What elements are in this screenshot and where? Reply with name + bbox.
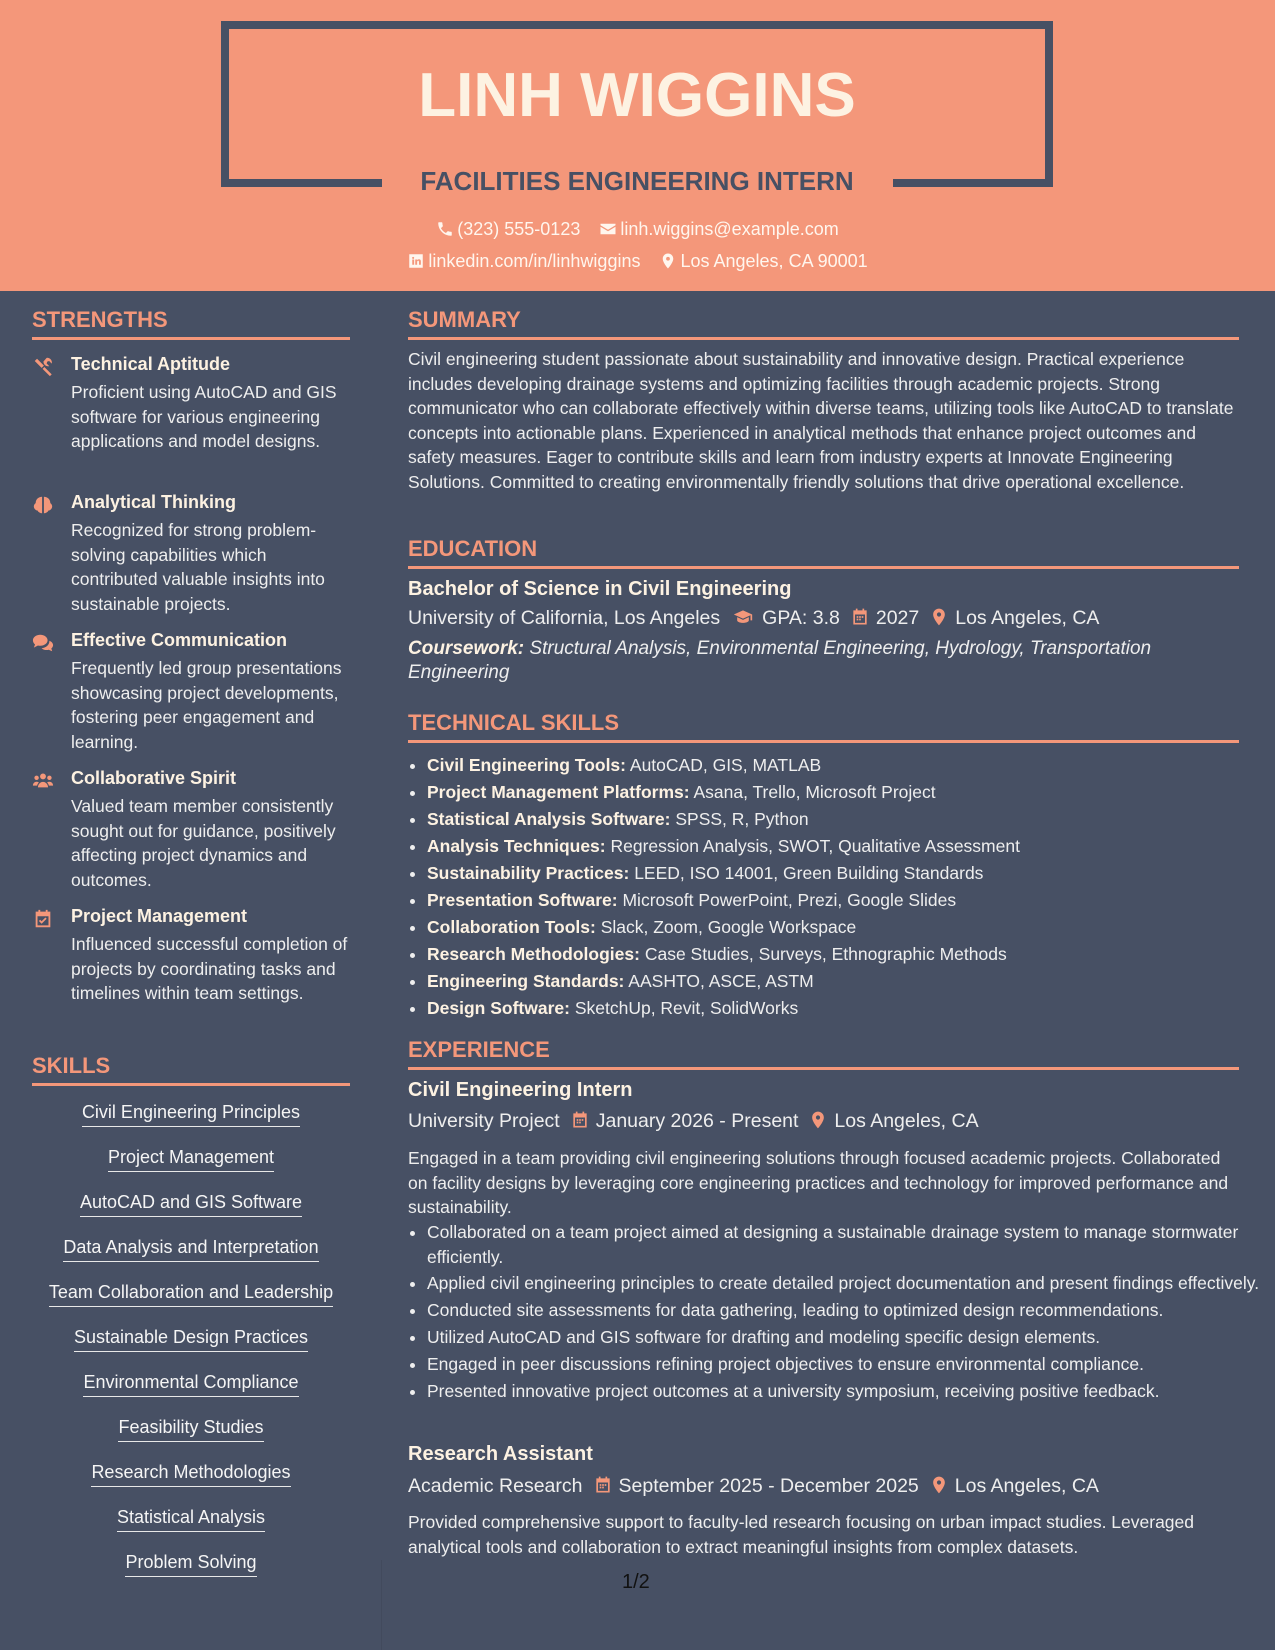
list-item: • Engineering Standards: AASHTO, ASCE, ASTM — [427, 968, 1262, 995]
skill-tag: Civil Engineering Principles — [32, 1102, 350, 1147]
job-dates: January 2026 - Present — [595, 1110, 799, 1132]
skill-tag: Research Methodologies — [32, 1462, 350, 1507]
experience-rule — [408, 1067, 1239, 1070]
education-heading: EDUCATION — [408, 536, 538, 561]
job-title: FACILITIES ENGINEERING INTERN — [420, 166, 854, 196]
list-item: • Analysis Techniques: Regression Analysis, SWOT, Qualitative Assessment — [427, 833, 1262, 860]
calendar-check-icon — [32, 908, 56, 932]
strength-description: Proficient using AutoCAD and GIS software for various engineering applications and model designs. — [71, 382, 337, 451]
graduation-cap-icon — [730, 607, 756, 627]
summary-heading: SUMMARY — [408, 307, 521, 332]
coursework — [408, 637, 1243, 685]
experience-heading: EXPERIENCE — [408, 1037, 550, 1062]
linkedin-icon — [407, 252, 425, 270]
skill-tag: Environmental Compliance — [32, 1372, 350, 1417]
list-item: • Project Management Platforms: Asana, Trello, Microsoft Project — [427, 779, 1262, 806]
email-contact[interactable] — [599, 219, 838, 239]
phone-text: (323) 555-0123 — [457, 219, 581, 239]
map-pin-icon — [929, 1475, 949, 1495]
strength-description: Influenced successful completion of projects by coordinating tasks and timelines within team settings. — [71, 934, 348, 1003]
strength-item — [32, 354, 352, 484]
linkedin-text: linkedin.com/in/linhwiggins — [428, 251, 641, 271]
location-text: Los Angeles, CA 90001 — [680, 251, 868, 271]
job-dates: September 2025 - December 2025 — [618, 1475, 919, 1497]
linkedin-contact[interactable] — [407, 251, 645, 271]
strength-item — [32, 906, 352, 1036]
skill-tag: Problem Solving — [32, 1552, 350, 1597]
skill-tag: Statistical Analysis — [32, 1507, 350, 1552]
degree-title: Bachelor of Science in Civil Engineering — [408, 578, 792, 600]
education-location: Los Angeles, CA — [955, 607, 1100, 629]
contact-row-2 — [0, 251, 1275, 272]
education-meta — [408, 607, 1099, 630]
skills-list — [32, 1102, 350, 1597]
envelope-icon — [599, 220, 617, 238]
skill-tag: Sustainable Design Practices — [32, 1327, 350, 1372]
strength-item — [32, 492, 352, 622]
job-meta-2 — [408, 1475, 1099, 1498]
strength-description: Valued team member consistently sought out for guidance, positively affecting project dynamics and outcomes. — [71, 796, 336, 890]
strength-item — [32, 630, 352, 760]
strength-title: Effective Communication — [71, 630, 288, 650]
summary-text: Civil engineering student passionate about sustainability and innovative design. Practical experience includes developing drainage systems and optimizing facilities through academic projects. Strong communicator who can collaborate effectively within diverse teams, utilizing tools like AutoCAD to translate concepts into actionable plans. Experienced in analytical methods that enhance project outcomes and safety measures. Eager to contribute skills and learn from industry experts at Innovate Engineering Solutions. Committed to creating environmentally friendly solutions that drive operational excellence. — [408, 349, 1234, 492]
education-rule — [408, 566, 1239, 569]
chat-icon — [32, 632, 56, 656]
page-number: 1/2 — [622, 1571, 650, 1593]
job-meta-1 — [408, 1110, 979, 1133]
list-item: • Presented innovative project outcomes at a university symposium, receiving positive feedback. — [427, 1379, 1262, 1404]
strength-description: Recognized for strong problem-solving capabilities which contributed valuable insights into sustainable projects. — [71, 520, 325, 614]
tools-icon — [32, 356, 56, 380]
list-item: • Sustainability Practices: LEED, ISO 14001, Green Building Standards — [427, 860, 1262, 887]
calendar-icon — [593, 1475, 613, 1495]
strength-title: Technical Aptitude — [71, 354, 231, 374]
strength-item — [32, 768, 352, 898]
list-item: • Presentation Software: Microsoft PowerPoint, Prezi, Google Slides — [427, 887, 1262, 914]
list-item: • Collaboration Tools: Slack, Zoom, Google Workspace — [427, 914, 1262, 941]
strengths-heading: STRENGTHS — [32, 307, 168, 332]
skill-tag: Feasibility Studies — [32, 1417, 350, 1462]
strength-description: Frequently led group presentations showcasing project developments, fostering peer engagement and learning. — [71, 658, 342, 752]
skills-heading: SKILLS — [32, 1053, 111, 1078]
location-contact — [659, 251, 867, 271]
job-bullets — [408, 1220, 1262, 1405]
graduation-year: 2027 — [875, 607, 920, 629]
list-item: • Engaged in peer discussions refining project objectives to ensure environmental compliance. — [427, 1352, 1262, 1377]
job-title-2: Research Assistant — [408, 1443, 593, 1465]
coursework-label: Coursework: — [408, 638, 525, 659]
users-icon — [32, 770, 56, 794]
list-item: • Statistical Analysis Software: SPSS, R, Python — [427, 806, 1262, 833]
gpa: GPA: 3.8 — [762, 607, 840, 629]
list-item: • Conducted site assessments for data gathering, leading to optimized design recommendations. — [427, 1298, 1262, 1323]
skill-tag: Project Management — [32, 1147, 350, 1192]
list-item: • Design Software: SketchUp, Revit, SolidWorks — [427, 995, 1262, 1022]
job-title-1: Civil Engineering Intern — [408, 1079, 633, 1101]
job-org: Academic Research — [408, 1475, 583, 1497]
map-pin-icon — [808, 1110, 828, 1130]
skill-tag: Team Collaboration and Leadership — [32, 1282, 350, 1327]
phone-icon — [436, 220, 454, 238]
technical-skills-rule — [408, 740, 1239, 743]
job-location: Los Angeles, CA — [954, 1475, 1099, 1497]
list-item: • Collaborated on a team project aimed at designing a sustainable drainage system to manage stormwater efficiently. — [427, 1220, 1262, 1269]
strength-title: Project Management — [71, 906, 248, 926]
map-pin-icon — [929, 607, 949, 627]
strengths-rule — [32, 337, 350, 340]
skill-tag: Data Analysis and Interpretation — [32, 1237, 350, 1282]
contact-row-1 — [0, 219, 1275, 240]
list-item: • Research Methodologies: Case Studies, Surveys, Ethnographic Methods — [427, 941, 1262, 968]
list-item: • Utilized AutoCAD and GIS software for drafting and modeling specific design elements. — [427, 1325, 1262, 1350]
job-location: Los Angeles, CA — [834, 1110, 979, 1132]
map-pin-icon — [659, 252, 677, 270]
technical-skills-heading: TECHNICAL SKILLS — [408, 710, 620, 735]
list-item: • Civil Engineering Tools: AutoCAD, GIS, MATLAB — [427, 752, 1262, 779]
strength-title: Collaborative Spirit — [71, 768, 237, 788]
list-item: • Applied civil engineering principles to create detailed project documentation and present findings effectively. — [427, 1271, 1262, 1296]
candidate-name: LINH WIGGINS — [418, 61, 856, 130]
job-description: Provided comprehensive support to faculty-led research focusing on urban impact studies. Leveraged analytical tools and collaboration to extract meaningful insights from complex datasets. — [408, 1512, 1194, 1557]
calendar-icon — [850, 607, 870, 627]
skill-tag: AutoCAD and GIS Software — [32, 1192, 350, 1237]
skills-rule — [32, 1083, 350, 1086]
strength-title: Analytical Thinking — [71, 492, 237, 512]
job-description: Engaged in a team providing civil engineering solutions through focused academic projects. Collaborated on facility designs by leveraging core engineering practices and technology for improved performance and sustainability. — [408, 1148, 1229, 1218]
phone-contact[interactable] — [436, 219, 585, 239]
summary-rule — [408, 337, 1239, 340]
calendar-icon — [570, 1110, 590, 1130]
brain-icon — [32, 494, 56, 518]
coursework-list: Structural Analysis, Environmental Engineering, Hydrology, Transportation Engineering — [408, 638, 1152, 683]
school-name: University of California, Los Angeles — [408, 607, 721, 629]
technical-skills-list — [408, 752, 1262, 1022]
job-org: University Project — [408, 1110, 560, 1132]
email-text: linh.wiggins@example.com — [620, 219, 839, 239]
